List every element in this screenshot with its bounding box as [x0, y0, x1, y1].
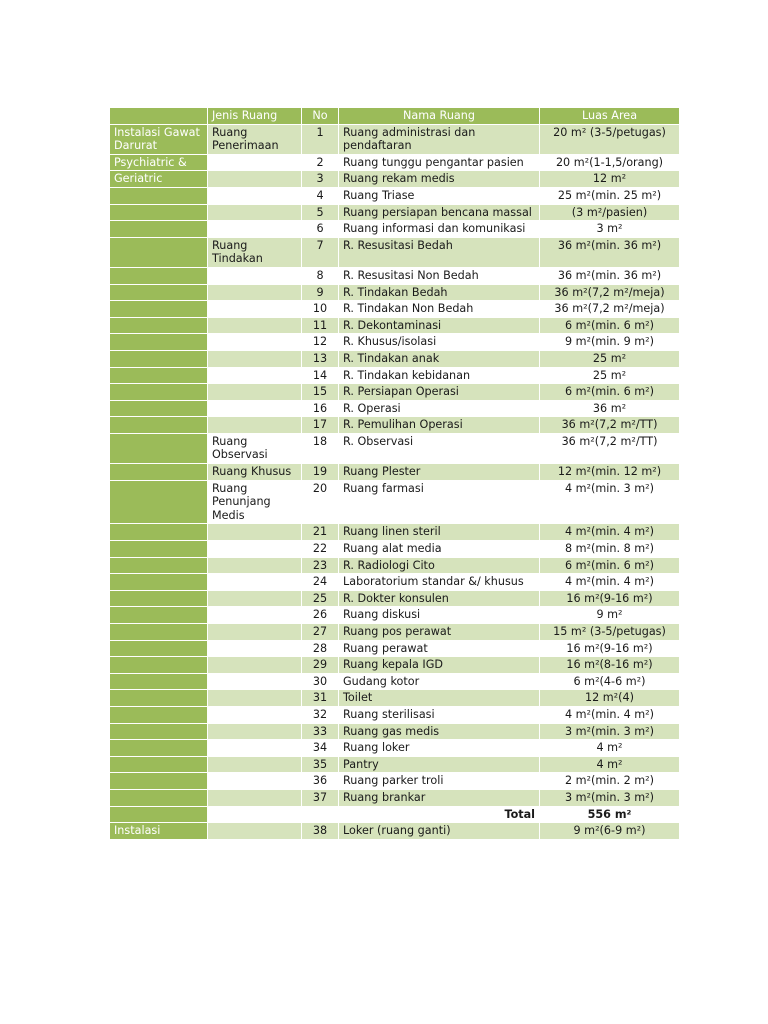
nama-ruang-cell: Ruang pos perawat	[339, 624, 539, 640]
instalasi-cell: Instalasi Gawat Darurat	[110, 125, 207, 154]
luas-area-cell: 36 m²	[540, 401, 679, 417]
nama-ruang-cell: R. Dokter konsulen	[339, 591, 539, 607]
table-row	[110, 318, 679, 334]
no-cell: 32	[302, 707, 338, 723]
nama-ruang-cell: R. Observasi	[339, 434, 539, 463]
nama-ruang-cell: Ruang farmasi	[339, 481, 539, 524]
luas-area-cell: 6 m²(4-6 m²)	[540, 674, 679, 690]
luas-area-cell: 6 m²(min. 6 m²)	[540, 384, 679, 400]
table-row	[110, 155, 679, 171]
instalasi-cell	[110, 524, 207, 540]
nama-ruang-cell: Ruang perawat	[339, 641, 539, 657]
no-cell: 14	[302, 368, 338, 384]
instalasi-cell	[110, 351, 207, 367]
nama-ruang-cell: Loker (ruang ganti)	[339, 823, 539, 839]
luas-area-cell: 8 m²(min. 8 m²)	[540, 541, 679, 557]
no-cell: 27	[302, 624, 338, 640]
no-cell: 35	[302, 757, 338, 773]
luas-area-cell: 12 m²(4)	[540, 690, 679, 706]
header-no: No	[302, 108, 338, 124]
luas-area-cell: 4 m²(min. 4 m²)	[540, 524, 679, 540]
nama-ruang-cell: Ruang administrasi dan pendaftaran	[339, 125, 539, 154]
instalasi-cell	[110, 773, 207, 789]
table-row	[110, 125, 679, 154]
instalasi-cell	[110, 624, 207, 640]
instalasi-cell: Psychiatric &	[110, 155, 207, 171]
jenis-ruang-cell	[208, 707, 301, 723]
nama-ruang-cell: R. Tindakan anak	[339, 351, 539, 367]
luas-area-cell: 4 m²(min. 4 m²)	[540, 707, 679, 723]
jenis-ruang-cell	[208, 773, 301, 789]
nama-ruang-cell: Ruang linen steril	[339, 524, 539, 540]
nama-ruang-cell: Ruang sterilisasi	[339, 707, 539, 723]
instalasi-cell	[110, 574, 207, 590]
nama-ruang-cell: Ruang kepala IGD	[339, 657, 539, 673]
no-cell: 20	[302, 481, 338, 524]
jenis-ruang-cell	[208, 301, 301, 317]
no-cell: 30	[302, 674, 338, 690]
nama-ruang-cell: R. Resusitasi Non Bedah	[339, 268, 539, 284]
room-area-table	[109, 107, 680, 840]
jenis-ruang-cell	[208, 724, 301, 740]
jenis-ruang-cell	[208, 334, 301, 350]
luas-area-cell: 16 m²(9-16 m²)	[540, 591, 679, 607]
jenis-ruang-cell	[208, 558, 301, 574]
table-row	[110, 690, 679, 706]
no-cell: 3	[302, 171, 338, 187]
luas-area-cell: 16 m²(8-16 m²)	[540, 657, 679, 673]
no-cell: 33	[302, 724, 338, 740]
luas-area-cell: 36 m²(7,2 m²/meja)	[540, 301, 679, 317]
jenis-ruang-cell: Ruang Tindakan	[208, 238, 301, 267]
jenis-ruang-cell	[208, 188, 301, 204]
table-row	[110, 707, 679, 723]
table-row	[110, 724, 679, 740]
no-cell: 15	[302, 384, 338, 400]
table-row	[110, 188, 679, 204]
table-row	[110, 607, 679, 623]
table-row	[110, 351, 679, 367]
jenis-ruang-cell	[208, 607, 301, 623]
jenis-ruang-cell	[208, 524, 301, 540]
instalasi-cell	[110, 481, 207, 524]
nama-ruang-cell: Gudang kotor	[339, 674, 539, 690]
jenis-ruang-cell	[208, 624, 301, 640]
jenis-ruang-cell	[208, 318, 301, 334]
luas-area-cell: 4 m²(min. 4 m²)	[540, 574, 679, 590]
jenis-ruang-cell	[208, 541, 301, 557]
nama-ruang-cell: Ruang loker	[339, 740, 539, 756]
no-cell: 6	[302, 221, 338, 237]
luas-area-cell: 4 m²(min. 3 m²)	[540, 481, 679, 524]
total-label: Total	[208, 807, 539, 823]
nama-ruang-cell: Ruang tunggu pengantar pasien	[339, 155, 539, 171]
table-row	[110, 541, 679, 557]
no-cell: 19	[302, 464, 338, 480]
instalasi-cell	[110, 334, 207, 350]
no-cell: 31	[302, 690, 338, 706]
luas-area-cell: (3 m²/pasien)	[540, 205, 679, 221]
no-cell: 24	[302, 574, 338, 590]
instalasi-cell	[110, 757, 207, 773]
nama-ruang-cell: R. Operasi	[339, 401, 539, 417]
header-nama-ruang: Nama Ruang	[339, 108, 539, 124]
table-row	[110, 464, 679, 480]
no-cell: 4	[302, 188, 338, 204]
jenis-ruang-cell	[208, 285, 301, 301]
luas-area-cell: 16 m²(9-16 m²)	[540, 641, 679, 657]
no-cell: 34	[302, 740, 338, 756]
table-row	[110, 384, 679, 400]
instalasi-cell	[110, 591, 207, 607]
table-row	[110, 790, 679, 806]
instalasi-cell	[110, 607, 207, 623]
nama-ruang-cell: Ruang Triase	[339, 188, 539, 204]
jenis-ruang-cell: Ruang Penerimaan	[208, 125, 301, 154]
jenis-ruang-cell	[208, 401, 301, 417]
nama-ruang-cell: Ruang informasi dan komunikasi	[339, 221, 539, 237]
jenis-ruang-cell	[208, 591, 301, 607]
jenis-ruang-cell: Ruang Observasi	[208, 434, 301, 463]
nama-ruang-cell: Ruang parker troli	[339, 773, 539, 789]
table-row	[110, 657, 679, 673]
table-row	[110, 205, 679, 221]
nama-ruang-cell: R. Resusitasi Bedah	[339, 238, 539, 267]
luas-area-cell: 36 m²(7,2 m²/TT)	[540, 417, 679, 433]
jenis-ruang-cell	[208, 641, 301, 657]
instalasi-cell	[110, 690, 207, 706]
header-luas-area: Luas Area	[540, 108, 679, 124]
no-cell: 17	[302, 417, 338, 433]
luas-area-cell: 25 m²(min. 25 m²)	[540, 188, 679, 204]
instalasi-cell	[110, 434, 207, 463]
instalasi-cell	[110, 205, 207, 221]
instalasi-cell	[110, 401, 207, 417]
nama-ruang-cell: Ruang diskusi	[339, 607, 539, 623]
instalasi-cell	[110, 724, 207, 740]
instalasi-cell	[110, 221, 207, 237]
jenis-ruang-cell	[208, 221, 301, 237]
instalasi-cell	[110, 238, 207, 267]
no-cell: 10	[302, 301, 338, 317]
no-cell: 37	[302, 790, 338, 806]
table-row	[110, 574, 679, 590]
nama-ruang-cell: Ruang alat media	[339, 541, 539, 557]
no-cell: 2	[302, 155, 338, 171]
table-header-row	[110, 108, 679, 124]
table-row	[110, 481, 679, 524]
instalasi-cell	[110, 790, 207, 806]
instalasi-cell	[110, 541, 207, 557]
luas-area-cell: 2 m²(min. 2 m²)	[540, 773, 679, 789]
luas-area-cell: 36 m²(7,2 m²/meja)	[540, 285, 679, 301]
luas-area-cell: 12 m²(min. 12 m²)	[540, 464, 679, 480]
luas-area-cell: 36 m²(min. 36 m²)	[540, 238, 679, 267]
table-row	[110, 757, 679, 773]
luas-area-cell: 3 m²(min. 3 m²)	[540, 724, 679, 740]
instalasi-cell	[110, 674, 207, 690]
no-cell: 36	[302, 773, 338, 789]
table-row	[110, 301, 679, 317]
jenis-ruang-cell	[208, 740, 301, 756]
jenis-ruang-cell	[208, 351, 301, 367]
jenis-ruang-cell	[208, 657, 301, 673]
nama-ruang-cell: R. Dekontaminasi	[339, 318, 539, 334]
luas-area-cell: 6 m²(min. 6 m²)	[540, 318, 679, 334]
table-row	[110, 641, 679, 657]
table-row	[110, 268, 679, 284]
table-row	[110, 624, 679, 640]
nama-ruang-cell: Laboratorium standar &/ khusus	[339, 574, 539, 590]
instalasi-cell: Geriatric	[110, 171, 207, 187]
luas-area-cell: 25 m²	[540, 351, 679, 367]
instalasi-cell	[110, 657, 207, 673]
no-cell: 18	[302, 434, 338, 463]
nama-ruang-cell: Ruang gas medis	[339, 724, 539, 740]
table-row	[110, 823, 679, 839]
nama-ruang-cell: R. Tindakan kebidanan	[339, 368, 539, 384]
total-instalasi-cell	[110, 807, 207, 823]
jenis-ruang-cell	[208, 268, 301, 284]
no-cell: 5	[302, 205, 338, 221]
jenis-ruang-cell	[208, 574, 301, 590]
luas-area-cell: 9 m²	[540, 607, 679, 623]
nama-ruang-cell: Ruang brankar	[339, 790, 539, 806]
no-cell: 13	[302, 351, 338, 367]
nama-ruang-cell: Ruang rekam medis	[339, 171, 539, 187]
table-row	[110, 368, 679, 384]
table-row	[110, 171, 679, 187]
luas-area-cell: 15 m² (3-5/petugas)	[540, 624, 679, 640]
total-value: 556 m²	[540, 807, 679, 823]
total-row	[110, 807, 679, 823]
luas-area-cell: 9 m²(6-9 m²)	[540, 823, 679, 839]
table-row	[110, 334, 679, 350]
table-row	[110, 740, 679, 756]
jenis-ruang-cell	[208, 368, 301, 384]
header-instalasi	[110, 108, 207, 124]
table-row	[110, 285, 679, 301]
instalasi-cell	[110, 740, 207, 756]
jenis-ruang-cell	[208, 823, 301, 839]
luas-area-cell: 20 m² (3-5/petugas)	[540, 125, 679, 154]
no-cell: 21	[302, 524, 338, 540]
instalasi-cell	[110, 641, 207, 657]
jenis-ruang-cell	[208, 417, 301, 433]
no-cell: 7	[302, 238, 338, 267]
luas-area-cell: 6 m²(min. 6 m²)	[540, 558, 679, 574]
nama-ruang-cell: Ruang persiapan bencana massal	[339, 205, 539, 221]
jenis-ruang-cell	[208, 690, 301, 706]
table-row	[110, 773, 679, 789]
luas-area-cell: 3 m²	[540, 221, 679, 237]
table-row	[110, 221, 679, 237]
jenis-ruang-cell	[208, 205, 301, 221]
table-row	[110, 417, 679, 433]
no-cell: 12	[302, 334, 338, 350]
instalasi-cell	[110, 268, 207, 284]
nama-ruang-cell: Pantry	[339, 757, 539, 773]
table-row	[110, 591, 679, 607]
table-body	[110, 125, 679, 839]
no-cell: 1	[302, 125, 338, 154]
table-row	[110, 524, 679, 540]
jenis-ruang-cell	[208, 171, 301, 187]
no-cell: 22	[302, 541, 338, 557]
no-cell: 23	[302, 558, 338, 574]
luas-area-cell: 25 m²	[540, 368, 679, 384]
luas-area-cell: 9 m²(min. 9 m²)	[540, 334, 679, 350]
jenis-ruang-cell	[208, 674, 301, 690]
luas-area-cell: 12 m²	[540, 171, 679, 187]
luas-area-cell: 36 m²(7,2 m²/TT)	[540, 434, 679, 463]
no-cell: 26	[302, 607, 338, 623]
nama-ruang-cell: R. Pemulihan Operasi	[339, 417, 539, 433]
instalasi-cell	[110, 464, 207, 480]
table-row	[110, 401, 679, 417]
luas-area-cell: 20 m²(1-1,5/orang)	[540, 155, 679, 171]
jenis-ruang-cell	[208, 384, 301, 400]
nama-ruang-cell: R. Persiapan Operasi	[339, 384, 539, 400]
header-jenis-ruang: Jenis Ruang	[208, 108, 301, 124]
luas-area-cell: 4 m²	[540, 740, 679, 756]
no-cell: 11	[302, 318, 338, 334]
instalasi-cell	[110, 417, 207, 433]
luas-area-cell: 3 m²(min. 3 m²)	[540, 790, 679, 806]
instalasi-cell: Instalasi	[110, 823, 207, 839]
no-cell: 16	[302, 401, 338, 417]
jenis-ruang-cell: Ruang Khusus	[208, 464, 301, 480]
instalasi-cell	[110, 707, 207, 723]
jenis-ruang-cell	[208, 790, 301, 806]
instalasi-cell	[110, 301, 207, 317]
instalasi-cell	[110, 384, 207, 400]
instalasi-cell	[110, 285, 207, 301]
table-row	[110, 238, 679, 267]
no-cell: 25	[302, 591, 338, 607]
nama-ruang-cell: R. Tindakan Bedah	[339, 285, 539, 301]
nama-ruang-cell: Ruang Plester	[339, 464, 539, 480]
jenis-ruang-cell: Ruang Penunjang Medis	[208, 481, 301, 524]
no-cell: 28	[302, 641, 338, 657]
table-row	[110, 558, 679, 574]
nama-ruang-cell: Toilet	[339, 690, 539, 706]
no-cell: 9	[302, 285, 338, 301]
instalasi-cell	[110, 368, 207, 384]
table-row	[110, 674, 679, 690]
no-cell: 38	[302, 823, 338, 839]
nama-ruang-cell: R. Tindakan Non Bedah	[339, 301, 539, 317]
nama-ruang-cell: R. Radiologi Cito	[339, 558, 539, 574]
instalasi-cell	[110, 188, 207, 204]
instalasi-cell	[110, 318, 207, 334]
no-cell: 29	[302, 657, 338, 673]
luas-area-cell: 36 m²(min. 36 m²)	[540, 268, 679, 284]
no-cell: 8	[302, 268, 338, 284]
jenis-ruang-cell	[208, 155, 301, 171]
instalasi-cell	[110, 558, 207, 574]
table-row	[110, 434, 679, 463]
nama-ruang-cell: R. Khusus/isolasi	[339, 334, 539, 350]
jenis-ruang-cell	[208, 757, 301, 773]
luas-area-cell: 4 m²	[540, 757, 679, 773]
